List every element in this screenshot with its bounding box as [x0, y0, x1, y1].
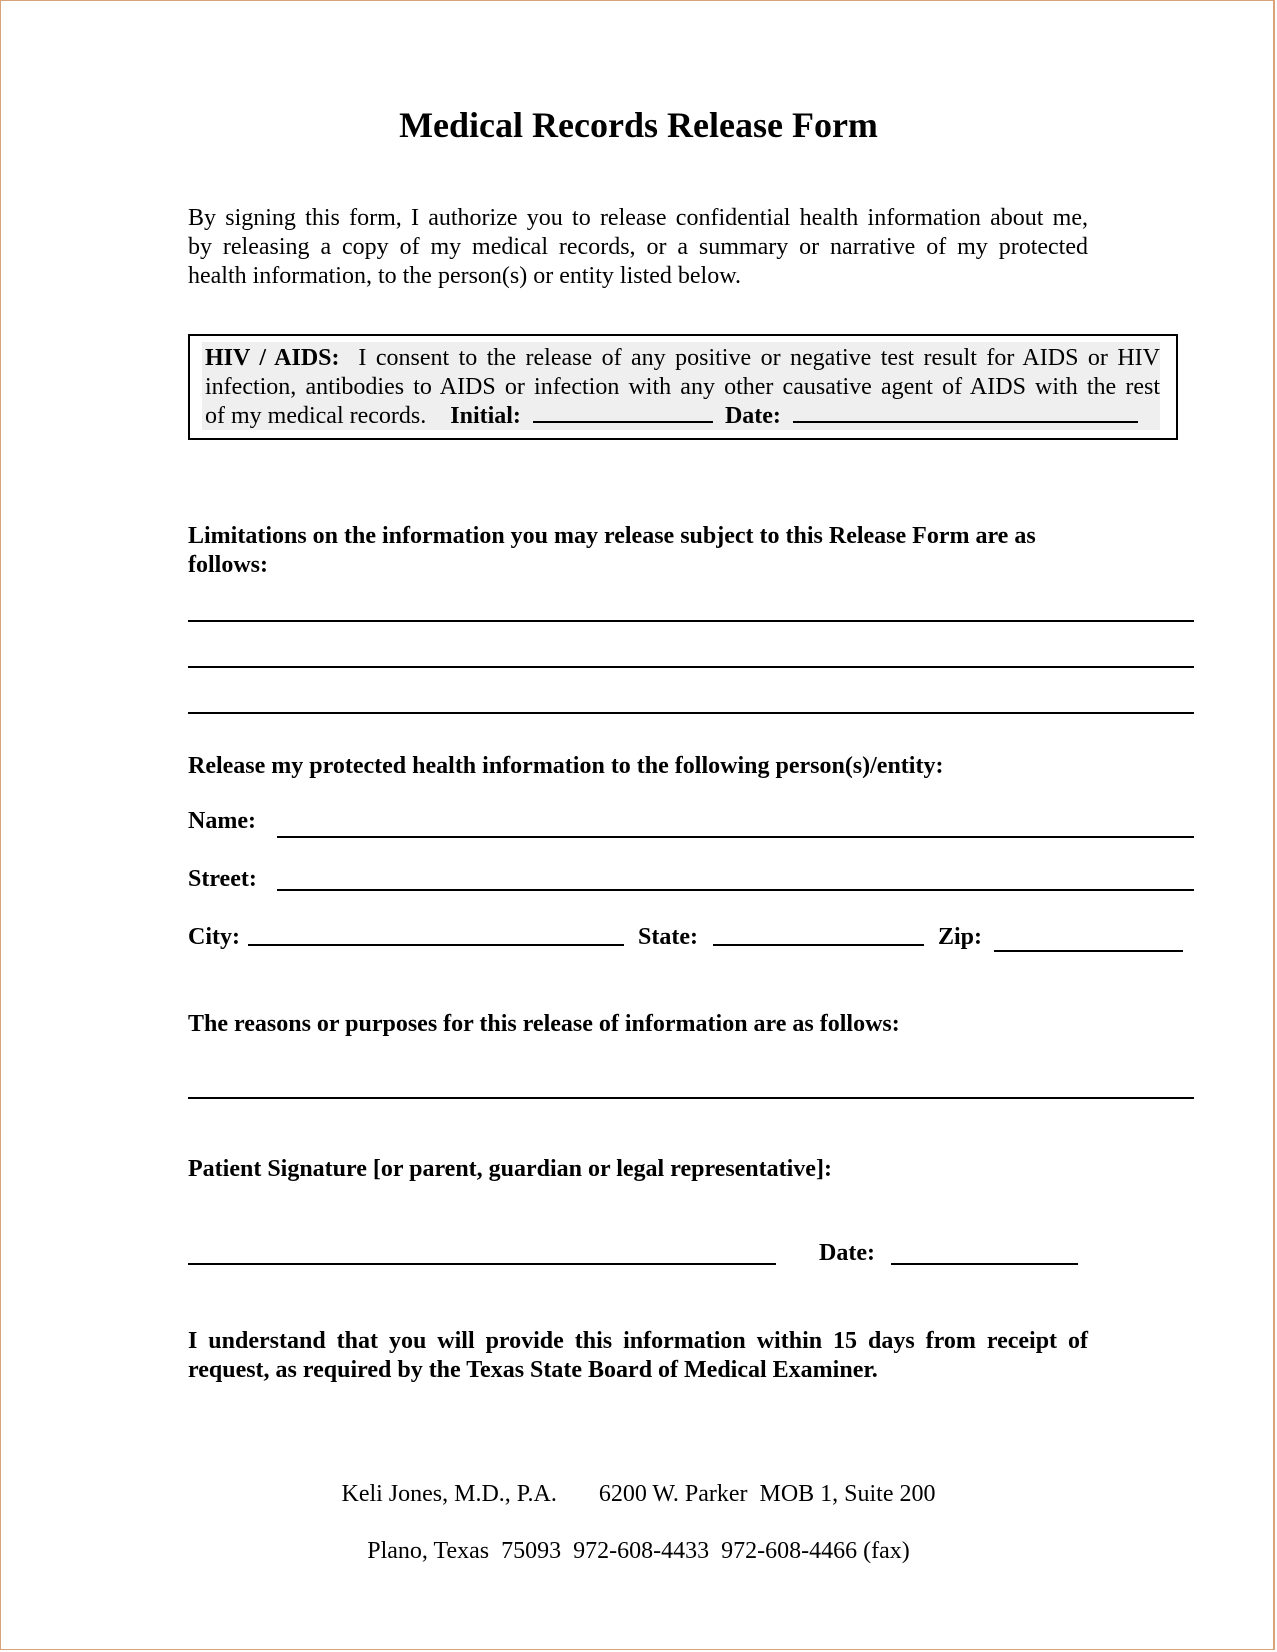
limitations-field-2[interactable]: [188, 666, 1194, 668]
name-label: Name:: [188, 808, 256, 834]
hiv-heading: HIV / AIDS:: [205, 345, 340, 371]
zip-field[interactable]: [994, 950, 1183, 952]
intro-paragraph: [188, 204, 1088, 291]
hiv-line-1-text: I consent to the release of any positive or negative test result for AIDS or HIV: [358, 345, 1160, 371]
intro-line-2: by releasing a copy of my medical records, or a summary or narrative of my protected: [188, 234, 1088, 260]
hiv-initial-field[interactable]: [533, 420, 713, 423]
reasons-heading: The reasons or purposes for this release of information are as follows:: [188, 1011, 900, 1037]
limitations-line-1: Limitations on the information you may release subject to this Release Form are as: [188, 523, 1036, 549]
hiv-line-3-text: of my medical records.: [205, 403, 427, 429]
street-field[interactable]: [277, 889, 1194, 891]
footer-contact-line: Plano, Texas 75093 972-608-4433 972-608-4466 (fax): [367, 1538, 910, 1564]
city-label: City:: [188, 924, 240, 950]
signature-heading: Patient Signature [or parent, guardian or legal representative]:: [188, 1156, 832, 1182]
state-field[interactable]: [713, 944, 924, 946]
understand-line-2: request, as required by the Texas State Board of Medical Examiner.: [188, 1357, 878, 1383]
intro-line-3: health information, to the person(s) or entity listed below.: [188, 263, 741, 289]
signature-date-label: Date:: [819, 1240, 875, 1266]
release-to-heading: Release my protected health information to the following person(s)/entity:: [188, 753, 944, 779]
hiv-line-3: [205, 402, 1160, 431]
limitations-heading: [188, 522, 1036, 580]
intro-line-1: By signing this form, I authorize you to release confidential health information about me,: [188, 205, 1088, 231]
reasons-field[interactable]: [188, 1097, 1194, 1099]
zip-label: Zip:: [938, 924, 983, 950]
hiv-line-2: infection, antibodies to AIDS or infection with any other causative agent of AIDS with the rest: [205, 374, 1160, 400]
form-title: Medical Records Release Form: [399, 105, 878, 145]
hiv-line-1: [205, 344, 1160, 373]
name-field[interactable]: [277, 836, 1194, 838]
understand-paragraph: [188, 1327, 1088, 1385]
limitations-line-2: follows:: [188, 552, 268, 578]
hiv-initial-label: Initial:: [450, 403, 521, 429]
hiv-date-label: Date:: [724, 403, 781, 429]
footer-address-line: Keli Jones, M.D., P.A. 6200 W. Parker MOB 1, Suite 200: [341, 1481, 936, 1507]
city-field[interactable]: [248, 944, 624, 946]
signature-field[interactable]: [188, 1263, 776, 1265]
limitations-field-1[interactable]: [188, 620, 1194, 622]
signature-date-field[interactable]: [891, 1263, 1078, 1265]
street-label: Street:: [188, 866, 257, 892]
hiv-date-field[interactable]: [793, 420, 1138, 423]
understand-line-1: I understand that you will provide this information within 15 days from receipt of: [188, 1328, 1088, 1354]
hiv-consent-text: [205, 344, 1160, 431]
hiv-consent-box: [188, 334, 1178, 440]
limitations-field-3[interactable]: [188, 712, 1194, 714]
state-label: State:: [638, 924, 698, 950]
